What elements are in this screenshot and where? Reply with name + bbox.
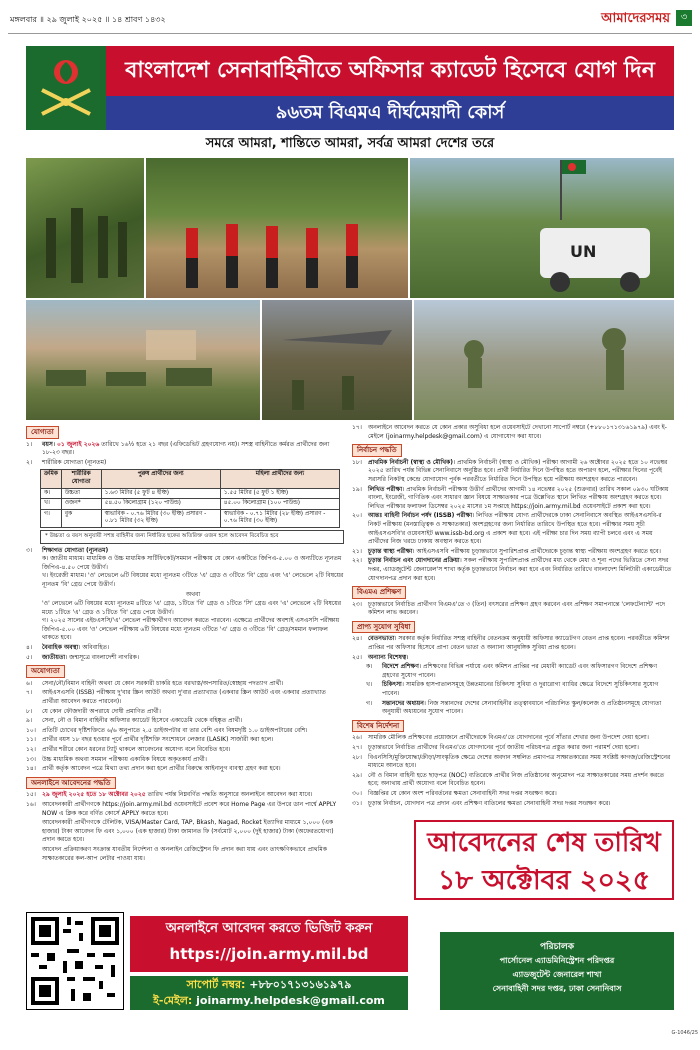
list-item: ২৫। অন্যান্য বিশেষত্ব।: [352, 653, 409, 661]
list-item: ১০। প্রতিটি চোখের দৃষ্টিশক্তিতে ৬/৬ অনুপাতে ২.৫ ডাইঅপটার বা তার বেশি এবং বিষমদৃষ্টি ১.০ ডাইঅপটারের বেশি।: [26, 726, 308, 734]
list-item: ২৭। চূড়ান্তভাবে নির্বাচিত প্রার্থীদের বিএমএ'তে যোগদানের পূর্বে জাতীয় পরিচয়পত্র প্রস্তুত করার জন্য পরামর্শ দেয়া হলো।: [352, 744, 639, 751]
list-item: ৫। জাতীয়তা। জন্মসূত্রে বাংলাদেশী নাগরিক।: [26, 653, 139, 661]
newspaper-header: [8, 4, 692, 34]
list-item: ২২। চূড়ান্ত নির্বাচন এবং যোগদানের প্রক্রিয়া। সকল পরীক্ষায় সুপারিশপ্রাপ্ত প্রার্থীদের মধ্য থেকে মেধা ও শূন্য পদের ভিত্তিতে সেনা সদর দপ্তর, এ্যাডজুটেন্ট জেনারেল'স শাখা কর্তৃক চূড়ান্তভাবে নির্বাচন করা হবে এবং নির্ধারিত তারিখে বাংলাদেশ মিলিটারী একাডেমীতে যোগদানপত্র প্রদান করা হবে।: [352, 557, 672, 582]
ad-banner: [26, 46, 674, 130]
list-item: ১৮। প্রাথমিক নির্বাচনী (স্বাস্থ্য ও মৌখিক)। প্রাথমিক নির্বাচনী (স্বাস্থ্য ও মৌখিক) পরীক্ষা আগামী ২৬ অক্টোবর ২০২৫ হতে ১০ নভেম্বর ২০২৫ তারিখ পর্যন্ত বিভিন্ন সেনানিবাসে অনুষ্ঠিত হবে। প্রার্থী নির্ধারিত দিনে উপস্থিত হতে অপারগ হলে, পরীক্ষার দিনের পূর্বেই সরাসরি নিকটস্থ কেন্দ্রে যোগাযোগ পূর্বক পরবর্তীতে নির্ধারিত দিনে উপস্থিত হয়ে পরীক্ষায় অংশগ্রহণ করতে পারবেন।: [352, 458, 668, 483]
qr-code-icon: [27, 913, 123, 1009]
physical-requirements-table: [40, 469, 340, 528]
list-item: ৭। আইএসএসবি (ISSB) পরীক্ষায় দু'বার স্ক্রিন আউট অথবা দু'বার প্রত্যাখ্যাত (একবার স্ক্রিন আউট এবং একবার প্রত্যাখ্যাত প্রার্থীরা আবেদন করতে পারবেন)।: [26, 689, 326, 706]
apply-url-link[interactable]: https://join.army.mil.bd: [169, 945, 369, 963]
table-row: খ। ওজন* ৫৪.৫০ কিলোগ্রাম (১২০ পাউন্ড) ৪৫.০০ কিলোগ্রাম (১০০ পাউন্ড): [41, 499, 340, 510]
list-item: খ। চিকিৎসা। সামরিক হাসপাতালসমূহে উন্নতমানের চিকিৎসা সুবিধা ও দুরারোগ্য ব্যাধির ক্ষেত্রে বিদেশে সুচিকিৎসার সুযোগ পাবেন।: [366, 681, 659, 698]
section-training: বিএমএ প্রশিক্ষণ: [352, 586, 406, 599]
paper-name: আমাদেরসময়: [601, 11, 670, 26]
page-number: ৩: [676, 10, 692, 26]
list-item: ২৪। বেতনভাতা। সরকার কর্তৃক নির্ধারিত সশস্ত্র বাহিনীর বেতনক্রম অনুযায়ী অফিসার ক্যাডেটগণ বেতন প্রাপ্ত হবেন। পরবর্তীতে কমিশন প্রাপ্তির পর অফিসার হিসেবে প্রাপ্য বেতন ভাতা ও অন্যান্য আনুষঙ্গিক সুবিধা প্রাপ্ত হবেন।: [352, 635, 670, 652]
photo-tanks: [26, 300, 260, 420]
army-logo: [26, 46, 106, 130]
list-item: ৯। সেনা, নৌ ও বিমান বাহিনীর অফিসার ক্যাডেট হিসেবে একাডেমি থেকে বহিষ্কৃত প্রার্থী।: [26, 717, 243, 725]
signature-block: পরিচালক পার্সোনেল এ্যাডমিনিস্ট্রেশন পরিদপ্তর এ্যাডজুটেন্ট জেনারেল শাখা সেনাবাহিনী সদর দপ্তর, ঢাকা সেনানিবাস: [440, 932, 674, 1010]
email-label: ই-মেইল:: [153, 994, 193, 1007]
list-item: ৩। শিক্ষাগত যোগ্যতা (ন্যূনতম) ক। জাতীয় মাধ্যম। মাধ্যমিক ও উচ্চ মাধ্যমিক সার্টিফিকেট/সমমান পরীক্ষায় যে কোন একটিতে জিপিএ-৫.০০ ও অন্যটিতে ন্যূনতম জিপিএ-৪.৫০ পেয়ে উত্তীর্ণ। খ। ইংরেজী মাধ্যম। 'ও' লেভেলে ৬টি বিষয়ের মধ্যে ন্যূনতম ৩টিতে 'এ' গ্রেড ও ৩টিতে 'বি' গ্রেড এবং 'এ' লেভেলে ২টি বিষয়ের ন্যূনতম 'বি' গ্রেড পেয়ে উত্তীর্ণ। অথবা 'ও' লেভেলে ৬টি বিষয়ের মধ্যে ন্যূনতম ৪টিতে 'এ' গ্রেড, ১টিতে 'বি' গ্রেড ও ১টিতে 'সি' গ্রেড এবং 'এ' লেভেলে ২টি বিষয়ের মধ্যে ১টিতে 'এ' গ্রেড ও ১টিতে 'বি' গ্রেড পেয়ে উত্তীর্ণ। গ। ২০২৫ সালের এইচএসসি/'এ' লেভেল পরীক্ষার্থীগণ আবেদন করতে পারবেন। এক্ষেত্রে প্রার্থীদের অবশ্যই এসএসসি পরীক্ষায় জিপিএ-৫.০০ এবং 'ও' লেভেল পরীক্ষায় ৬টি বিষয়ের মধ্যে ন্যূনতম ৩টিতে 'এ' গ্রেড ও ৩টিতে 'বি' গ্রেড/সমমান ফলাফল থাকতে হবে।: [26, 546, 344, 642]
ineligibility-list: [26, 680, 344, 774]
headline: বাংলাদেশ সেনাবাহিনীতে অফিসার ক্যাডেট হিসেবে যোগ দিন: [106, 46, 674, 96]
deadline-box: [414, 820, 674, 900]
photo-aircraft: [262, 300, 412, 420]
ad-code: G-1046/25: [671, 1030, 698, 1036]
list-item: ২৮। বিএনসিসি/মুক্তিযোদ্ধা/ক্রীড়া/সাংস্কৃতিক ক্ষেত্রে দেশের অবদান সম্বলিত প্রমাণপত্র সাক্ষাতকারের সময় সংশ্লিষ্ট কাগজ/রেজিস্ট্রেশনের মাধ্যমে আনতে হবে।: [352, 753, 671, 770]
list-item: আবেদন প্রক্রিয়াকরণ সংক্রান্ত যাবতীয় নির্দেশনা ও অনলাইন রেজিস্ট্রেশন ফি প্রদান করা যায় এবং তাৎক্ষণিকভাবে প্রাথমিক সাক্ষাতকারের কল-আপ লেটার পাওয়া যায়।: [42, 845, 327, 862]
motto: সমরে আমরা, শান্তিতে আমরা, সর্বত্র আমরা দেশের তরে: [205, 136, 495, 151]
photo-paratroopers: [414, 300, 674, 420]
left-column: [26, 424, 344, 864]
section-special-instructions: বিশেষ নির্দেশনা: [352, 720, 404, 733]
list-item: ২। শারীরিক যোগ্যতা (ন্যূনতম): [26, 458, 107, 466]
list-item: ৬। সেনা/নৌ/বিমান বাহিনী অথবা যে কোন সরকারী চাকরি হতে বরখাস্ত/অপসারিত/স্বেচ্ছায় পদত্যাগ প্রার্থী।: [26, 679, 284, 687]
photo-collage: [26, 158, 674, 420]
support-label: সাপোর্ট নম্বর:: [186, 978, 246, 991]
list-item: ১৭। অনলাইনে আবেদন করতে যে কোন প্রকার অসুবিধা হলে ওয়েবসাইটে দেখানো সাপোর্ট নম্বরে (+৮৮০১৭১৩১৬১৯৭৯) এবং ই-মেইলে (joinarmy.helpdesk@gmail.com) এ যোগাযোগ করা যাবে।: [352, 424, 667, 440]
support-box: [130, 976, 408, 1010]
weight-note: * উচ্চতা ও বয়স অনুযায়ী সশস্ত্র বাহিনীর জন্য নির্ধারিত ছকের অতিরিক্ত ওজন হলে আবেদন বিবেচিত হবে: [40, 530, 344, 544]
table-row: গ। বুক স্বাভাবিক - ০.৭৬ মিটার (৩০ ইঞ্চি) প্রসারণ - ০.৮১ মিটার (৩২ ইঞ্চি) স্বাভাবিক - ০.৭১ মিটার (২৮ ইঞ্চি) প্রসারণ - ০.৭৬ মিটার (৩০ ইঞ্চি): [41, 509, 340, 527]
list-item: ১৫। ২৯ জুলাই ২০২৫ হতে ১৮ অক্টোবর ২০২৫ তারিখ পর্যন্ত নিম্নবর্ণিত পদ্ধতি অনুসারে অনলাইনে আবেদন করা যাবে।: [26, 791, 313, 799]
support-number[interactable]: +৮৮০১৭১৩১৬১৯৭৯: [249, 978, 352, 991]
list-item: ১৯। লিখিত পরীক্ষা। প্রাথমিক নির্বাচনী পরীক্ষায় উত্তীর্ণ প্রার্থীদের আগামী ১৪ নভেম্বর ২০২৫ (শুক্রবার) তারিখ সকাল ০৯৩০ ঘটিকায় বাংলা, ইংরেজী, গাণিতিক এবং সাধারণ জ্ঞান বিষয়ে সাক্ষাতকার পত্রে উল্লেখিত স্থানে লিখিত পরীক্ষায় অংশগ্রহণ করতে হবে। লিখিত পরীক্ষার ফলাফল ডিসেম্বর ২০২৫ মাসের ১ম সপ্তাহে https://join.army.mil.bd ওয়েবসাইটে প্রকাশ করা হবে।: [352, 485, 669, 510]
deadline-date: ১৮ অক্টোবর ২০২৫: [437, 865, 651, 896]
list-item: ১২। প্রার্থীর শরীরে কোন ধরনের ট্যাটু থাকলে আবেদনের অযোগ্য বলে বিবেচিত হবে।: [26, 746, 231, 753]
list-item: ১৬। আবেদনকারী প্রার্থীগণকে https://join.army.mil.bd ওয়েবসাইটে প্রবেশ করে Home Page এর উপরে ডান পার্শ্বে APPLY NOW এ ক্লিক করে বর্ণিত কোর্সে APPLY করতে হবে।: [26, 800, 337, 817]
list-item: ১। বয়স। ০১ জুলাই ২০২৬ তারিখে ১৬½ হতে ২১ বছর (এফিডেভিট গ্রহণযোগ্য নয়)। সশস্ত্র বাহিনীতে কর্মরত প্রার্থীদের জন্য ১৮-২৩ বছর।: [26, 440, 330, 457]
deadline-label: আবেদনের শেষ তারিখ: [427, 828, 661, 858]
date-line: মঙ্গলবার ॥ ২৯ জুলাই ২০২৫ ॥ ১৪ শ্রাবণ ১৪৩২: [10, 15, 166, 24]
section-benefits: প্রাপ্য সুযোগ সুবিধা: [352, 621, 415, 634]
photo-soldiers-field: [26, 158, 144, 298]
photo-parade: [146, 158, 408, 298]
table-header-row: ক্রমিক শারীরিক যোগ্যতা পুরুষ প্রার্থীদের জন্য মহিলা প্রার্থীদের জন্য: [41, 470, 340, 488]
footer-area: [26, 912, 674, 1016]
list-item: গ। সন্তানদের অধ্যয়ন। নিজ সন্তানদের দেশের সেনাবাহিনীর তত্ত্বাবধানে পরিচালিত স্কুল/কলেজ ও প্রতিষ্ঠানসমূহে যোগ্যতা অনুযায়ী অধ্যয়নের সুযোগ পাবেন।: [366, 699, 662, 716]
right-column: [352, 424, 674, 809]
list-item: ১৩। উচ্চ মাধ্যমিক অথবা সমমান পরীক্ষায় একাধিক বিষয়ে অকৃতকার্য প্রার্থী।: [26, 755, 207, 763]
list-item: আবেদনকারী প্রার্থীগণকে টেলিটক, VISA/Master Card, TAP, Bkash, Nagad, Rocket ইত্যাদির মাধ্যমে ১,০০০ (এক হাজার) টাকা আবেদন ফি এবং ১,০০০ (এক হাজার) টাকা জামানত ফি (সর্বমোট ২,০০০ (দুই হাজার) টাকা (অফেরতযোগ্য) প্রদান করতে হবে।: [42, 819, 334, 844]
army-emblem-icon: [36, 54, 96, 120]
list-item: ২৯। নৌ ও বিমান বাহিনী হতে ছাড়পত্র (NOC) ব্যতিরেকে প্রার্থীর নিজ প্রতিষ্ঠানের অনুমোদন পত্র সাক্ষাতকারের সময় প্রদর্শন করতে হবে; অন্যথায় প্রার্থী অযোগ্য বলে বিবেচিত হবেন।: [352, 771, 665, 788]
list-item: ২১। চূড়ান্ত স্বাস্থ্য পরীক্ষা। আইএসএসবি পরীক্ষায় চূড়ান্তভাবে সুপারিশপ্রাপ্ত প্রার্থীদেরকে চূড়ান্ত স্বাস্থ্য পরীক্ষায় অংশগ্রহণ করতে হবে।: [352, 547, 661, 555]
un-label: UN: [570, 242, 597, 261]
list-item: ১৪। প্রার্থী কর্তৃক আবেদন পত্রে মিথ্যা তথ্য প্রদান করা হলে প্রার্থীর বিরুদ্ধে আইনানুগ ব্যবস্থা গ্রহণ করা হবে।: [26, 765, 281, 773]
section-online-application: অনলাইনে আবেদনের পদ্ধতি: [26, 777, 116, 790]
online-apply-text: অনলাইনে আবেদন করতে ভিজিট করুন: [165, 921, 373, 936]
qr-code[interactable]: [26, 912, 124, 1010]
photo-un-mission: [410, 158, 674, 298]
list-item: ৪। বৈবাহিক অবস্থা। অবিবাহিত।: [26, 644, 110, 652]
list-item: ৩১। চূড়ান্ত নির্বাচন, যোগদান পত্র প্রদান এবং প্রশিক্ষণ বাতিলের ক্ষমতা সেনাবাহিনী সদর দপ্তর সংরক্ষণ করে।: [352, 799, 611, 807]
list-item: ক। বিদেশে প্রশিক্ষণ। প্রশিক্ষণের বিভিন্ন পর্যায়ে এবং কমিশন প্রাপ্তির পর মেধাবী ক্যাডেট এবং অফিসারগণ বিদেশে প্রশিক্ষণ গ্রহণের সুযোগ পাবেন।: [366, 663, 657, 679]
list-item: ২৬। সামরিক মৌলিক প্রশিক্ষণের প্রয়োজনে প্রার্থীদেরকে বিএমএ'তে যোগদানের পূর্বে সাঁতার শেখার জন্য উপদেশ দেয়া হলো।: [352, 734, 649, 742]
section-ineligibility: অযোগ্যতা: [26, 665, 65, 678]
online-apply-box: [130, 916, 408, 972]
section-selection: নির্বাচন পদ্ধতি: [352, 444, 402, 457]
support-email-link[interactable]: joinarmy.helpdesk@gmail.com: [196, 994, 385, 1007]
list-item: ২৩। চূড়ান্তভাবে নির্বাচিত প্রার্থীগণ বিএমএ'তে ৩ (তিন) বৎসরের প্রশিক্ষণ গ্রহণ করবেন এবং প্রশিক্ষণ সমাপনান্তে 'লেফটেন্যান্ট' পদে কমিশন লাভ করবেন।: [352, 600, 665, 617]
course-title: ৯৬তম বিএমএ দীর্ঘমেয়াদী কোর্স: [106, 96, 674, 130]
list-item: ৩০। বিজ্ঞপ্তির যে কোন অংশ পরিবর্তনের ক্ষমতা সেনাবাহিনী সদর দপ্তর সংরক্ষণ করে।: [352, 789, 557, 797]
list-item: ২০। আন্তঃ বাহিনী নির্বাচন পর্ষদ (ISSB) পরীক্ষা। লিখিত পরীক্ষায় যোগ্য প্রার্থীদেরকে ঢাকা সেনানিবাসে অবস্থিত আইএসএসবি-র নিকট পরীক্ষায় (মনস্তাত্ত্বিক ও সাক্ষাতকার) অংশগ্রহণের জন্য নির্ধারিত তারিখে উপস্থিত হতে হবে। পরীক্ষার সময় সূচী আইএসএসবি'র ওয়েবসাইট www.issb-bd.org এ প্রকাশ করা হবে। এই পরীক্ষা চার দিন সময় ব্যাপী চলবে এবং এ সময় প্রার্থীদের নিজ খরচে ঢাকায় অবস্থান করতে হবে।: [352, 512, 662, 546]
list-item: ৮। যে কোন ফৌজদারী অপরাধে দোষী প্রমাণিত প্রার্থী।: [26, 707, 161, 715]
section-eligibility: যোগ্যতা: [26, 426, 59, 439]
table-row: ক। উচ্চতা ১.৬৩ মিটার (৫ ফুট ৪ ইঞ্চি) ১.৫৫ মিটার (৫ ফুট ১ ইঞ্চি): [41, 488, 340, 499]
list-item: ১১। প্রার্থীর বয়স ১৮ বছর হওয়ার পূর্বে প্রার্থীর দৃষ্টিশক্তি সংশোধনে লেজার (LASIK) সার্জারী করা হলে।: [26, 736, 274, 744]
